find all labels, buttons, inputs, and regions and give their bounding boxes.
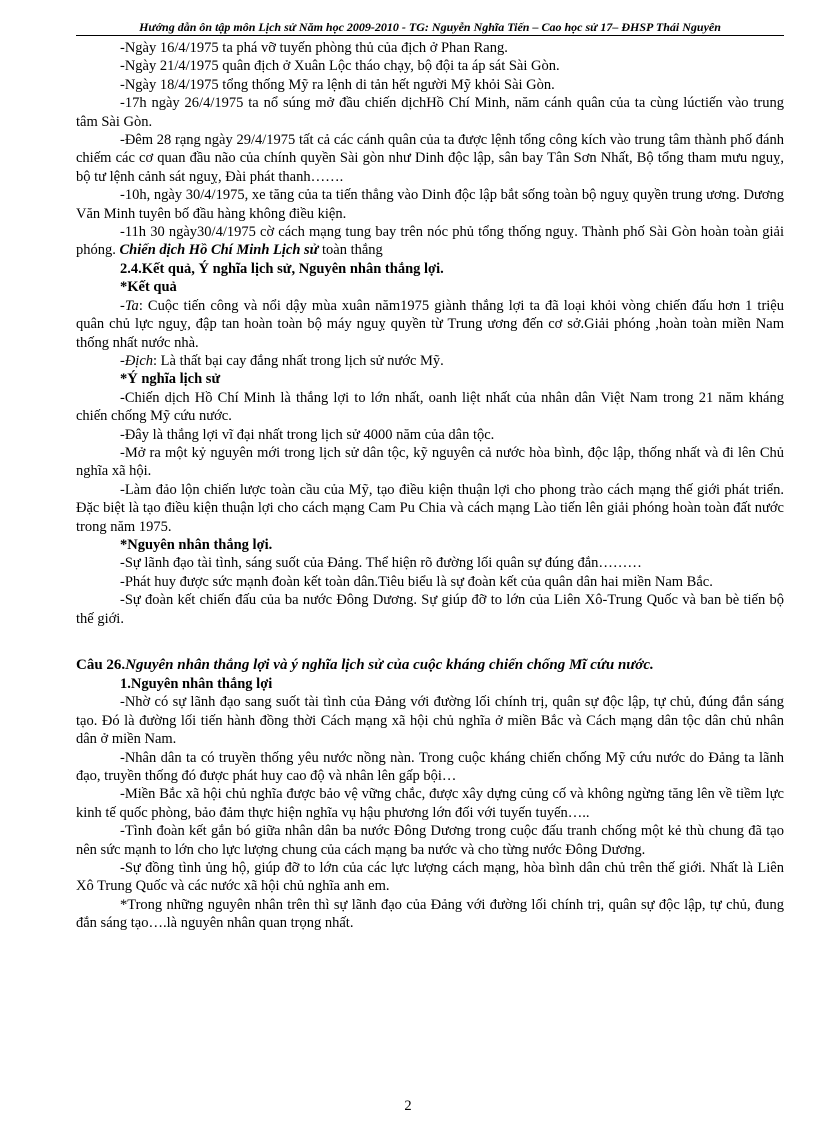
paragraph bbox=[76, 297, 784, 352]
label-text: -Địch bbox=[120, 352, 154, 369]
subheading: *Ý nghĩa lịch sử bbox=[120, 371, 221, 388]
paragraph: -Đêm 28 rạng ngày 29/4/1975 tất cả các cánh quân của ta được lệnh tổng công kích vào trung tâm thành phố đánh chiếm các cơ quan đầu não của chính quyền Sài gòn như Dinh độc lập, sân bay Tân Sơn Nhất, Bộ tổng tham mưu nguỵ, bộ tư lệnh cảnh sát nguỵ, Đài phát thanh……. bbox=[76, 132, 784, 185]
subheading: *Nguyên nhân thắng lợi. bbox=[120, 536, 273, 553]
paragraph: -Nhân dân ta có truyền thống yêu nước nồng nàn. Trong cuộc kháng chiến chống Mỹ cứu nước do Đảng ta lãnh đạo, truyền thống đó được phát huy cao độ và nhân lên gấp bội… bbox=[76, 749, 784, 785]
label-text: -Ta bbox=[120, 297, 139, 314]
question-heading bbox=[76, 656, 784, 675]
paragraph: -Tình đoàn kết gắn bó giữa nhân dân ba nước Đông Dương trong cuộc đấu tranh chống một kẻ thù chung đã tạo nên sức mạnh to lớn cho lực lượng chung của cách mạng ba nước và cho từng nước Đông Dương. bbox=[76, 823, 784, 858]
paragraph: *Trong những nguyên nhân trên thì sự lãnh đạo của Đảng với đường lối chính trị, quân sự độc lập, tự chủ, đung đắn sáng tạo….là nguyên nhân quan trọng nhất. bbox=[76, 896, 784, 932]
paragraph bbox=[76, 223, 784, 260]
paragraph: -Đây là thắng lợi vĩ đại nhất trong lịch sử 4000 năm của dân tộc. bbox=[120, 426, 495, 443]
paragraph: -17h ngày 26/4/1975 ta nổ súng mở đầu chiến dịchHồ Chí Minh, năm cánh quân của ta cùng lúctiến vào trung tâm Sài Gòn. bbox=[76, 95, 784, 130]
section-heading: 1.Nguyên nhân thắng lợi bbox=[120, 676, 273, 692]
page-number: 2 bbox=[404, 1098, 412, 1114]
paragraph: -Sự đồng tình ủng hộ, giúp đỡ to lớn của các lực lượng cách mạng, hòa bình dân chủ trên thế giới. Nhất là Liên Xô Trung Quốc và các nước xã hội chủ nghĩa anh em. bbox=[76, 860, 784, 895]
paragraph: -Ngày 21/4/1975 quân địch ở Xuân Lộc tháo chạy, bộ đội ta áp sát Sài Gòn. bbox=[120, 58, 560, 75]
question-label: Câu 26. bbox=[76, 657, 126, 673]
paragraph: -Ngày 18/4/1975 tổng thống Mỹ ra lệnh di tản hết người Mỹ khỏi Sài Gòn. bbox=[120, 76, 555, 93]
paragraph: -Phát huy được sức mạnh đoàn kết toàn dân.Tiêu biểu là sự đoàn kết của quân dân hai miền Nam Bắc. bbox=[120, 573, 713, 590]
paragraph: -Mở ra một kỷ nguyên mới trong lịch sử dân tộc, kỹ nguyên cả nước hòa bình, độc lập, thống nhất và đi lên Chủ nghĩa xã hội. bbox=[76, 444, 784, 480]
paragraph: -Sự đoàn kết chiến đấu của ba nước Đông Dương. Sự giúp đỡ to lớn của Liên Xô-Trung Quốc và ban bè tiến bộ thế giới. bbox=[76, 592, 784, 627]
paragraph: -Miền Bắc xã hội chủ nghĩa được bảo vệ vững chắc, được xây dựng củng cố và không ngừng tăng lên về tiềm lực kinh tế quốc phòng, bảo đảm thực hiện nghĩa vụ hậu phương lớn đối với tuyến tuyến….. bbox=[76, 786, 784, 821]
question-title: Nguyên nhân thắng lợi và ý nghĩa lịch sử của cuộc kháng chiến chống Mĩ cứu nước. bbox=[125, 657, 654, 673]
paragraph-text: : Là thất bại cay đắng nhất trong lịch sử nước Mỹ. bbox=[153, 352, 444, 369]
spacer bbox=[76, 628, 784, 656]
paragraph: -Nhờ có sự lãnh đạo sang suốt tài tình của Đảng với đường lối chính trị, quân sự độc lập, tự chủ, đúng đắn sáng tạo. Đó là đường lối tiến hành đồng thời Cách mạng xã hội chủ nghĩa ở miền Bắc và Cách mạng dân tộc dân chủ nhân dân ở miền Nam. bbox=[76, 694, 784, 748]
subheading: *Kết quả bbox=[120, 279, 177, 296]
paragraph bbox=[76, 352, 784, 370]
emphasis-text: Chiến dịch Hồ Chí Minh Lịch sử bbox=[119, 242, 319, 259]
section-heading: 2.4.Kết quả, Ý nghĩa lịch sử, Nguyên nhân thắng lợi. bbox=[120, 260, 444, 277]
page-header: Hướng dẫn ôn tập môn Lịch sử Năm học 2009-2010 - TG: Nguyễn Nghĩa Tiến – Cao học sử 17– ĐHSP Thái Nguyên bbox=[76, 20, 784, 36]
paragraph-text: -11h 30 ngày30/4/1975 cờ cách mạng tung bay trên nóc phủ tổng thống nguỵ. Thành phố Sài Gòn hoàn toàn giải phóng. bbox=[76, 224, 784, 259]
paragraph-text: : Cuộc tiến công và nổi dậy mùa xuân năm1975 giành thắng lợi ta đã loại khỏi vòng chiến đấu hơn 1 triệu quân chủ lực nguỵ, đập tan hoàn toàn bộ máy nguỵ quyền từ Trung ương đến cơ sở.Giải phóng ,hoàn toàn miền Nam thống nhất nước nhà. bbox=[76, 297, 784, 351]
paragraph: -Sự lãnh đạo tài tình, sáng suốt của Đảng. Thể hiện rõ đường lối quân sự đúng đắn……… bbox=[120, 555, 642, 572]
document-page bbox=[76, 20, 784, 933]
paragraph-text: toàn thắng bbox=[318, 242, 383, 259]
paragraph: -Làm đảo lộn chiến lược toàn cầu của Mỹ, tạo điều kiện thuận lợi cho phong trào cách mạng thế giới phát triển. Đặc biệt là tạo điều kiện thuận lợi cho cách mạng Cam Pu Chia và cách mạng Lào tiến lên giải phóng hoàn toàn đất nước trong năm 1975. bbox=[76, 481, 784, 535]
paragraph: -10h, ngày 30/4/1975, xe tăng của ta tiến thẳng vào Dinh độc lập bắt sống toàn bộ nguỵ quyền trung ương. Dương Văn Minh tuyên bố đầu hàng không điều kiện. bbox=[76, 187, 784, 222]
paragraph: -Ngày 16/4/1975 ta phá vỡ tuyến phòng thủ của địch ở Phan Rang. bbox=[120, 40, 508, 56]
paragraph: -Chiến dịch Hồ Chí Minh là thắng lợi to lớn nhất, oanh liệt nhất của nhân dân Việt Nam trong 21 năm kháng chiến chống Mỹ cứu nước. bbox=[76, 389, 784, 425]
